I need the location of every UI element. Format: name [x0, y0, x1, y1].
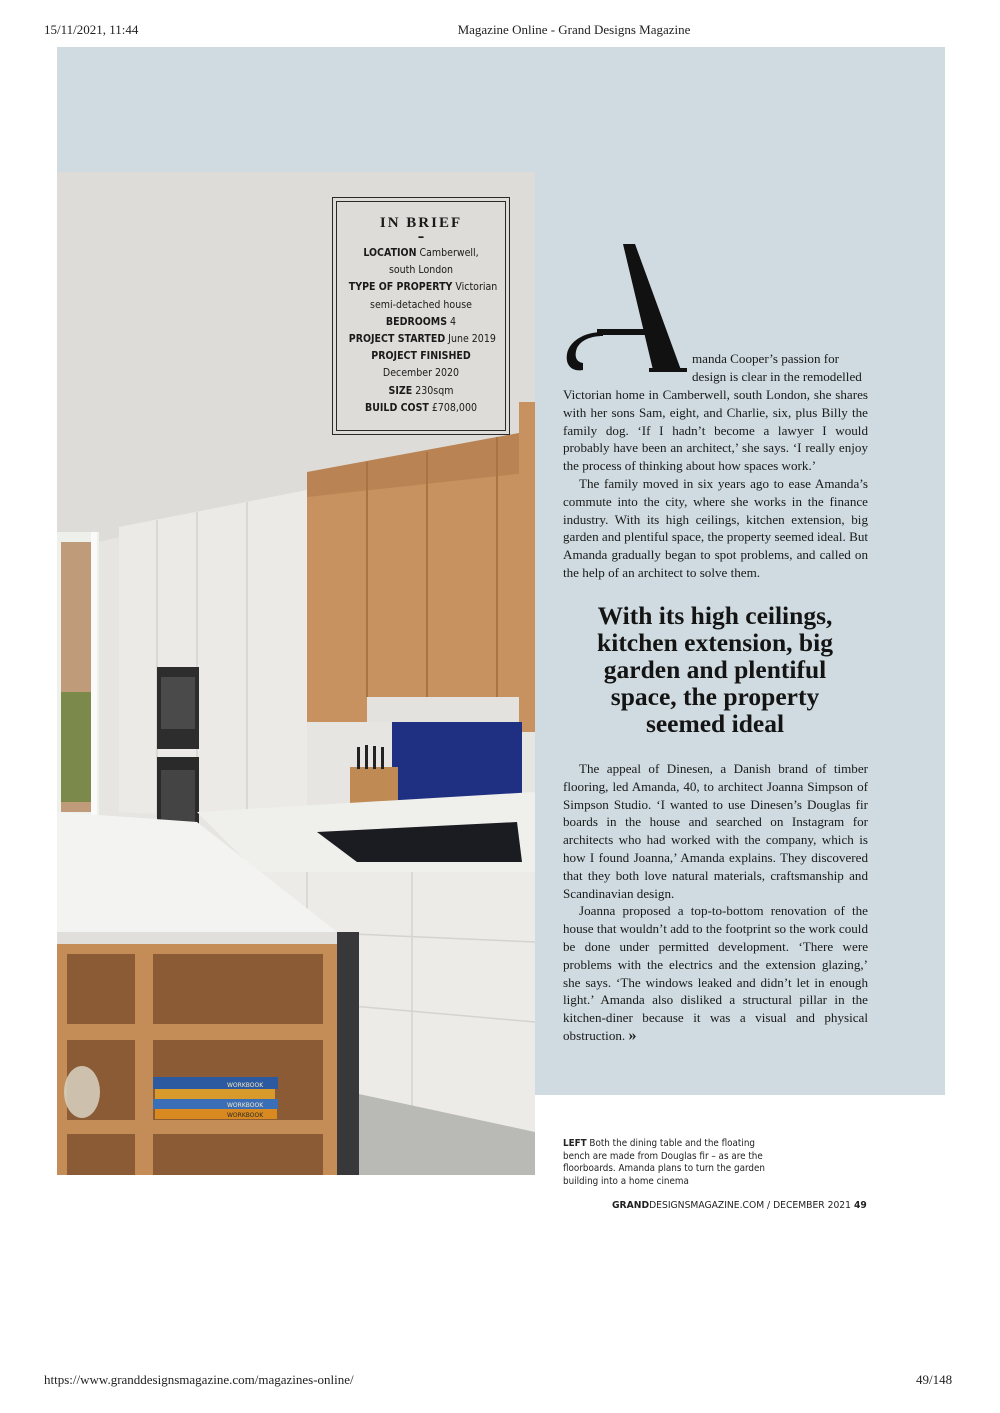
folio-brand-bold: GRAND [612, 1200, 650, 1211]
folio-page-number: 49 [853, 1200, 867, 1211]
book-spine-label: WORKBOOK [227, 1112, 264, 1119]
intro-paragraph: Victorian home in Camberwell, south London, she shares with her sons Sam, eight, and Charlie, six, plus Billy the family dog. ‘If I hadn’t become a lawyer I would probably have been an architect,’ she says. ‘I really enjoy the process of thinking about how spaces work.’ [563, 387, 868, 474]
in-brief-line [349, 244, 493, 261]
print-datetime: 15/11/2021, 11:44 [44, 22, 139, 37]
caption-text: Both the dining table and the floating bench are made from Douglas fir – as are the floorboards. Amanda plans to turn the garden building into a home cinema [563, 1138, 766, 1187]
article-column-1 [563, 386, 868, 582]
in-brief-value: 230sqm [412, 383, 454, 397]
folio [612, 1200, 867, 1211]
in-brief-title: IN BRIEF [379, 215, 463, 231]
in-brief-line [348, 278, 498, 295]
in-brief-value: Camberwell, [416, 246, 479, 259]
book-spine-label: WORKBOOK [227, 1082, 264, 1089]
in-brief-line [349, 399, 493, 416]
in-brief-value: semi-detached house [370, 297, 472, 311]
in-brief-line [349, 347, 493, 364]
drop-cap [563, 244, 691, 384]
in-brief-label: BEDROOMS [385, 314, 448, 328]
article-column-2 [563, 760, 868, 1045]
paragraph-2: The family moved in six years ago to ease Amanda’s commute into the city, where she works in the finance industry. With its high ceilings, kitchen extension, big garden and plentiful space, the property seemed ideal. But Amanda gradually began to spot problems, and called on the help of an architect to solve them. [563, 475, 868, 580]
in-brief-label: SIZE [388, 383, 413, 397]
drop-cap-letter: A [563, 244, 564, 245]
in-brief-dash: – [417, 230, 425, 245]
in-brief-value: £708,000 [428, 400, 477, 414]
pull-quote: With its high ceilings, kitchen extension, big garden and plentiful space, the property seemed ideal [597, 601, 833, 738]
book-spine-label: WORKBOOK [227, 1102, 264, 1109]
print-page-count: 49/148 [916, 1372, 953, 1387]
in-brief-label: LOCATION [363, 246, 417, 259]
in-brief-label: PROJECT STARTED [348, 332, 446, 346]
in-brief-line [349, 382, 493, 399]
in-brief-label: TYPE OF PROPERTY [348, 280, 453, 294]
continue-arrow-icon: » [628, 1026, 637, 1044]
print-url: https://www.granddesignsmagazine.com/magazines-online/ [44, 1372, 354, 1387]
paragraph-4-text: Joanna proposed a top-to-bottom renovation of the house that wouldn’t add to the footprint so the work could be done under permitted development. ‘There were problems with the electrics and the extension glazing,’ she says. ‘The windows leaked and didn’t let in enough light.’ Amanda also disliked a structural pillar in the kitchen-diner because it was a visual and physical obstruction. [563, 903, 868, 1043]
paragraph-4 [563, 902, 868, 1044]
in-brief-label: BUILD COST [365, 400, 429, 414]
intro-first-lines: manda Cooper’s passion for design is clear in the remodelled [692, 351, 862, 384]
in-brief-value: south London [388, 263, 454, 277]
folio-brand-rest: DESIGNSMAGAZINE.COM / DECEMBER 2021 [649, 1200, 854, 1211]
in-brief-box [332, 197, 510, 435]
in-brief-list [337, 244, 505, 416]
in-brief-line [349, 296, 493, 313]
photo-caption [563, 1138, 783, 1188]
in-brief-line [349, 313, 493, 330]
in-brief-value: June 2019 [445, 332, 496, 346]
in-brief-value: December 2020 [382, 366, 460, 380]
in-brief-label: PROJECT FINISHED [371, 349, 471, 363]
in-brief-value: Victorian [452, 280, 498, 294]
in-brief-line [349, 364, 493, 381]
in-brief-value: 4 [447, 314, 457, 328]
caption-label: LEFT [563, 1138, 587, 1149]
paragraph-3: The appeal of Dinesen, a Danish brand of timber flooring, led Amanda, 40, to architect Joanna Simpson of Simpson Studio. ‘I wanted to use Dinesen’s Douglas fir boards in the house and searched on Instagram for architects who had worked with the company, which is how I found Joanna,’ Amanda explains. They discovered that they both love natural materials, craftsmanship and Scandinavian design. [563, 761, 868, 901]
in-brief-line [349, 261, 493, 278]
print-page-title: Magazine Online - Grand Designs Magazine [457, 22, 691, 37]
in-brief-line [348, 330, 496, 347]
